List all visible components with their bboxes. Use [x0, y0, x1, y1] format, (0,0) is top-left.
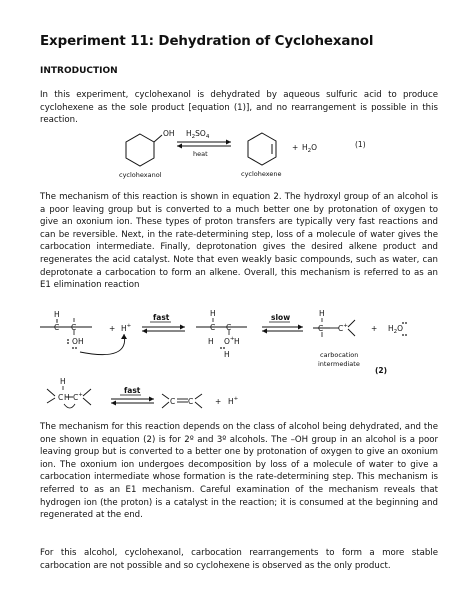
svg-text:+: +: [109, 324, 116, 333]
step-2-label: slow: [271, 313, 291, 322]
svg-text:H: H: [319, 309, 325, 318]
carbocation-label: carbocation: [320, 351, 359, 359]
svg-text:C: C: [188, 397, 194, 406]
water-molecule: $H_2O$: [388, 324, 404, 335]
step-3-label: fast: [124, 386, 141, 395]
section-heading-introduction: INTRODUCTION: [40, 66, 118, 76]
svg-text:H: H: [78, 337, 84, 346]
carbocation-structure: [313, 309, 360, 368]
paragraph-mechanism: The mechanism of this reaction is shown in equation 2. The hydroxyl group of an alcohol is a poor leaving group but is converted to a much better one by protonation of oxygen to give an oxonium ion. These types of proton transfers are typically very fast reactions and can be reversible. Next, in the rate-determining step, loss of a molecule of water gives the carbocation intermediate. Finally, deprotonation gives the desired alkene product and regenerates the acid catalyst. Note that even weakly basic compounds, such as water, can deprotonate a carbocation to form an alkene. Overall, this mechanism is referred to as an E1 elimination reaction: [40, 192, 438, 291]
svg-text:+: +: [215, 397, 222, 406]
svg-text:C: C: [226, 323, 232, 332]
svg-text:O: O: [72, 337, 78, 346]
svg-text:C: C: [210, 323, 216, 332]
intermediate-label: intermediate: [318, 360, 360, 368]
svg-text:C: C: [58, 393, 64, 402]
paragraph-class-dependence: The mechanism for this reaction depends on the class of alcohol being dehydrated, and the one shown in equation (2) is for 2º and 3º alcohols. The –OH group in an alcohol is a poor leaving group but is converted to a better one by protonation of oxygen to give an oxonium ion. The oxonium ion undergoes decomposition by loss of a molecule of water to give a carbocation intermediate whose formation is the rate-determining step. This mechanism is referred to as an E1 mechanism. Careful examination of the mechanism reveals that hydrogen ion (the proton) is a catalyst in the reaction; it is consumed at the beginning and regenerated at the end.: [40, 422, 438, 521]
water-product: $H_2O$: [302, 143, 318, 154]
svg-text:H: H: [60, 377, 66, 386]
oxonium-ion-structure: [196, 309, 247, 359]
svg-text:H: H: [224, 350, 230, 359]
svg-text:O+: O+: [224, 336, 235, 346]
hydroxyl-group-label: OH: [163, 129, 175, 138]
svg-text:C: C: [71, 323, 77, 332]
svg-text:H2SO4: $H_2SO_4$: [186, 129, 210, 140]
svg-text:C: C: [54, 323, 60, 332]
svg-text:C: C: [318, 324, 324, 333]
svg-text:C: C: [170, 397, 176, 406]
alkene-product-structure: [162, 394, 202, 408]
deprotonation-reactant-structure: [47, 377, 91, 408]
svg-text:H: H: [54, 310, 60, 319]
svg-text:C+: C+: [73, 392, 83, 402]
svg-text:H: H: [64, 393, 70, 402]
svg-text:H: H: [208, 337, 214, 346]
alcohol-structure: [40, 310, 92, 349]
regenerated-proton: H+: [228, 396, 239, 406]
paragraph-intro: In this experiment, cyclohexanol is dehydrated by aqueous sulfuric acid to produce cyclohexene as the sole product [equation (1)], and no rearrangement is possible in this reaction.: [40, 90, 438, 126]
svg-text:C+: C+: [338, 323, 348, 333]
svg-text:H: H: [234, 337, 240, 346]
paragraph-conclusion: For this alcohol, cyclohexanol, carbocation rearrangements to form a more stable carbocation are not possible and so cyclohexene is observed as the only product.: [40, 548, 438, 571]
cyclohexanol-label: cyclohexanol: [119, 171, 162, 179]
svg-text:H+: H+: [121, 323, 132, 333]
step-1-label: fast: [153, 313, 170, 322]
reaction-condition-label: heat: [193, 150, 208, 158]
svg-text:H: H: [210, 309, 216, 318]
svg-text:+: +: [292, 143, 299, 152]
equation-2-number: (2): [375, 366, 388, 375]
cyclohexene-label: cyclohexene: [241, 170, 282, 178]
page-title: Experiment 11: Dehydration of Cyclohexanol: [40, 34, 374, 49]
equation-1-number: (1): [355, 140, 366, 149]
svg-text:+: +: [371, 324, 378, 333]
